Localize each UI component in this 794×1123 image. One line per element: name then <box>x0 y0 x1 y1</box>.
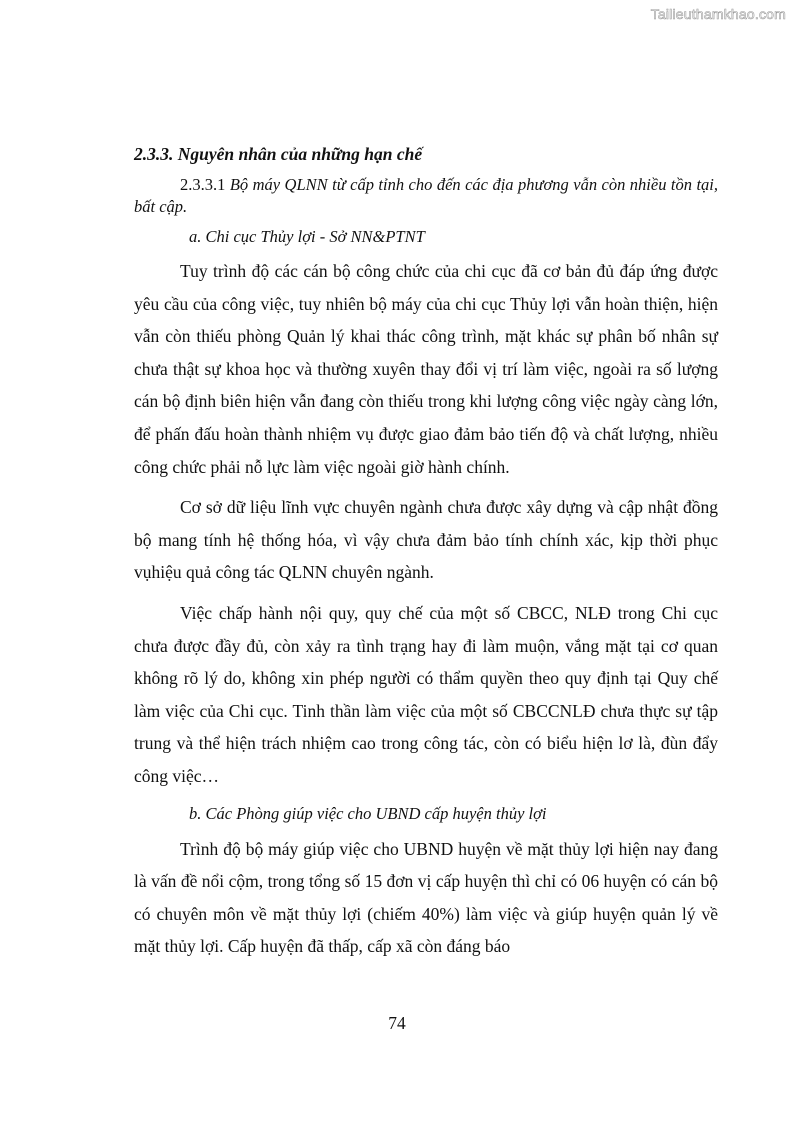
watermark: Tailieuthamkhao.com <box>650 6 786 22</box>
subsection-heading <box>134 174 718 218</box>
section-heading: 2.3.3. Nguyên nhân của những hạn chế <box>134 144 423 164</box>
paragraph: Trình độ bộ máy giúp việc cho UBND huyện về mặt thủy lợi hiện nay đang là vấn đề nổi cộm, trong tổng số 15 đơn vị cấp huyện thì chỉ có 06 huyện có cán bộ có chuyên môn về mặt thủy lợi (chiếm 40%) làm việc và giúp huyện quản lý về mặt thủy lợi. Cấp huyện đã thấp, cấp xã còn đáng báo <box>134 838 718 957</box>
page-content <box>134 140 718 963</box>
paragraph: Việc chấp hành nội quy, quy chế của một số CBCC, NLĐ trong Chi cục chưa được đầy đủ, còn xảy ra tình trạng hay đi làm muộn, vắng mặt tại cơ quan không rõ lý do, không xin phép người có thẩm quyền theo quy định tại Quy chế làm việc của Chi cục. Tinh thần làm việc của một số CBCCNLĐ chưa thực sự tập trung và thể hiện trách nhiệm cao trong công tác, còn có biểu hiện lơ là, đùn đẩy công việc… <box>134 602 718 786</box>
paragraph: Cơ sở dữ liệu lĩnh vực chuyên ngành chưa được xây dựng và cập nhật đồng bộ mang tính hệ thống hóa, vì vậy chưa đảm bảo tính chính xác, kịp thời phục vụhiệu quả công tác QLNN chuyên ngành. <box>134 497 718 583</box>
subsection-number: 2.3.3.1 <box>180 175 226 194</box>
label-a: a. Chi cục Thủy lợi - Sở NN&PTNT <box>189 227 425 246</box>
label-b: b. Các Phòng giúp việc cho UBND cấp huyện thủy lợi <box>189 803 547 823</box>
page-number: 74 <box>388 1013 406 1033</box>
subsection-title: Bộ máy QLNN từ cấp tỉnh cho đến các địa phương vẫn còn nhiều tồn tại, bất cập. <box>134 175 718 216</box>
paragraph: Tuy trình độ các cán bộ công chức của chi cục đã cơ bản đủ đáp ứng được yêu cầu của công việc, tuy nhiên bộ máy của chi cục Thủy lợi vẫn hoàn thiện, hiện vẫn còn thiếu phòng Quản lý khai thác công trình, mặt khác sự phân bố nhân sự chưa thật sự khoa học và thường xuyên thay đổi vị trí làm việc, ngoài ra số lượng cán bộ định biên hiện vẫn đang còn thiếu trong khi lượng công việc ngày càng lớn, để phấn đấu hoàn thành nhiệm vụ được giao đảm bảo tiến độ và chất lượng, nhiều công chức phải nỗ lực làm việc ngoài giờ hành chính. <box>134 261 718 477</box>
